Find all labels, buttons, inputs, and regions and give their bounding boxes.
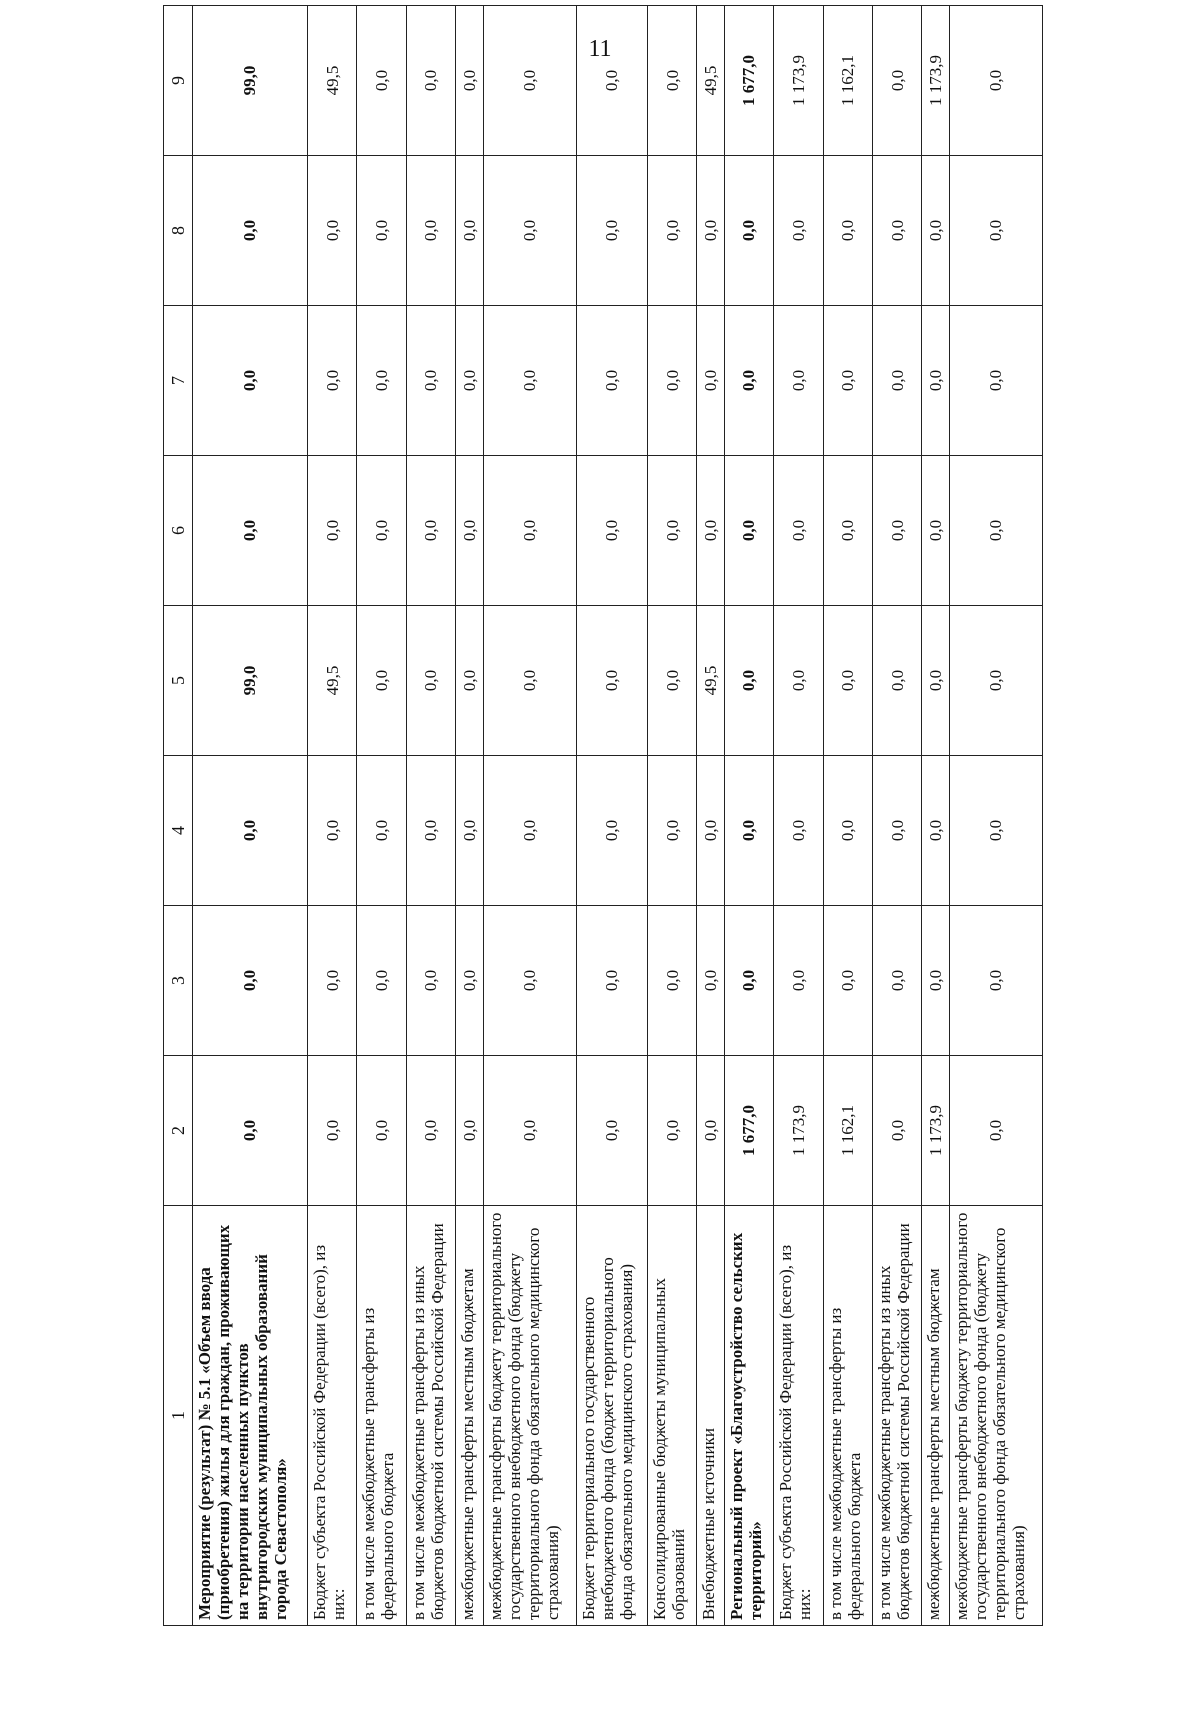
row-value: 0,0: [307, 156, 356, 306]
row-value: 0,0: [774, 456, 823, 606]
row-label: Мероприятие (результат) № 5.1 «Объем ввода (приобретения) жилья для граждан, проживающих на территории населенных пунктов внутригородских муниципальных образований города Севастополя»: [193, 1206, 308, 1626]
row-value: 0,0: [949, 156, 1042, 306]
column-header: 1: [164, 1206, 193, 1626]
row-value: 0,0: [949, 606, 1042, 756]
row-value: 0,0: [483, 1056, 576, 1206]
row-value: 0,0: [823, 906, 872, 1056]
row-value: 0,0: [922, 906, 950, 1056]
row-value: 0,0: [307, 306, 356, 456]
row-value: 0,0: [697, 756, 725, 906]
row-value: 0,0: [724, 756, 773, 906]
row-value: 0,0: [774, 906, 823, 1056]
row-value: 0,0: [357, 606, 406, 756]
row-value: 1 173,9: [774, 1056, 823, 1206]
column-header: 6: [164, 456, 193, 606]
row-value: 0,0: [872, 456, 921, 606]
row-value: 0,0: [872, 906, 921, 1056]
row-value: 0,0: [406, 756, 455, 906]
row-label: Бюджет субъекта Российской Федерации (всего), из них:: [774, 1206, 823, 1626]
column-header: 5: [164, 606, 193, 756]
row-value: 0,0: [406, 306, 455, 456]
row-value: 0,0: [872, 1056, 921, 1206]
row-label: в том числе межбюджетные трансферты из федерального бюджета: [823, 1206, 872, 1626]
row-value: 0,0: [406, 6, 455, 156]
column-header: 8: [164, 156, 193, 306]
table-row: [724, 6, 773, 1626]
row-value: 0,0: [576, 456, 647, 606]
row-value: 0,0: [724, 606, 773, 756]
row-value: 0,0: [949, 756, 1042, 906]
row-value: 0,0: [647, 756, 696, 906]
rotated-table-container: [163, 6, 1043, 1626]
row-value: 0,0: [357, 156, 406, 306]
row-value: 0,0: [697, 156, 725, 306]
table-row: [307, 6, 356, 1626]
row-value: 0,0: [357, 756, 406, 906]
table-row: [774, 6, 823, 1626]
row-value: 0,0: [456, 6, 484, 156]
row-value: 0,0: [872, 756, 921, 906]
row-value: 0,0: [193, 756, 308, 906]
row-value: 0,0: [576, 6, 647, 156]
row-value: 0,0: [193, 906, 308, 1056]
row-value: 0,0: [456, 606, 484, 756]
row-value: 0,0: [949, 906, 1042, 1056]
row-value: 0,0: [647, 306, 696, 456]
row-value: 99,0: [193, 6, 308, 156]
row-value: 0,0: [406, 456, 455, 606]
row-label: в том числе межбюджетные трансферты из иных бюджетов бюджетной системы Российской Федерации: [406, 1206, 455, 1626]
row-value: 1 162,1: [823, 6, 872, 156]
row-value: 0,0: [823, 456, 872, 606]
row-value: 0,0: [483, 906, 576, 1056]
row-value: 0,0: [647, 906, 696, 1056]
row-value: 0,0: [456, 306, 484, 456]
row-value: 0,0: [576, 306, 647, 456]
row-value: 0,0: [406, 156, 455, 306]
row-value: 0,0: [774, 606, 823, 756]
row-value: 0,0: [576, 156, 647, 306]
column-header: 9: [164, 6, 193, 156]
table-row: [949, 6, 1042, 1626]
row-value: 1 162,1: [823, 1056, 872, 1206]
row-value: 0,0: [949, 1056, 1042, 1206]
row-value: 0,0: [647, 606, 696, 756]
row-value: 0,0: [647, 1056, 696, 1206]
row-value: 1 677,0: [724, 1056, 773, 1206]
row-value: 0,0: [307, 1056, 356, 1206]
row-value: 1 173,9: [922, 1056, 950, 1206]
row-value: 0,0: [647, 156, 696, 306]
row-value: 0,0: [823, 606, 872, 756]
row-value: 1 677,0: [724, 6, 773, 156]
row-value: 0,0: [456, 756, 484, 906]
row-value: 49,5: [307, 6, 356, 156]
table-body: [193, 6, 1043, 1626]
row-value: 0,0: [357, 456, 406, 606]
row-value: 99,0: [193, 606, 308, 756]
row-value: 0,0: [193, 456, 308, 606]
table-row: [823, 6, 872, 1626]
row-value: 49,5: [697, 6, 725, 156]
column-header: 7: [164, 306, 193, 456]
row-value: 0,0: [724, 456, 773, 606]
row-value: 0,0: [483, 606, 576, 756]
row-value: 0,0: [406, 606, 455, 756]
row-value: 0,0: [456, 456, 484, 606]
row-value: 0,0: [647, 456, 696, 606]
row-value: 0,0: [193, 1056, 308, 1206]
row-label: межбюджетные трансферты бюджету территориального государственного внебюджетного фонда (бюджету территориального фонда обязательного медицинского страхования): [949, 1206, 1042, 1626]
row-value: 0,0: [872, 606, 921, 756]
row-value: 0,0: [922, 606, 950, 756]
table-row: [357, 6, 406, 1626]
table-row: [576, 6, 647, 1626]
row-label: в том числе межбюджетные трансферты из иных бюджетов бюджетной системы Российской Федерации: [872, 1206, 921, 1626]
row-value: 0,0: [647, 6, 696, 156]
row-value: 0,0: [922, 756, 950, 906]
row-value: 0,0: [456, 1056, 484, 1206]
column-header: 4: [164, 756, 193, 906]
row-label: в том числе межбюджетные трансферты из федерального бюджета: [357, 1206, 406, 1626]
row-value: 0,0: [456, 156, 484, 306]
row-value: 0,0: [697, 906, 725, 1056]
row-label: Консолидированные бюджеты муниципальных образований: [647, 1206, 696, 1626]
row-value: 0,0: [357, 1056, 406, 1206]
row-value: 0,0: [823, 306, 872, 456]
row-value: 0,0: [307, 756, 356, 906]
column-header: 2: [164, 1056, 193, 1206]
table-row: [456, 6, 484, 1626]
header-row: [164, 6, 193, 1626]
row-value: 49,5: [697, 606, 725, 756]
row-label: Бюджет субъекта Российской Федерации (всего), из них:: [307, 1206, 356, 1626]
row-value: 0,0: [483, 6, 576, 156]
row-value: 0,0: [949, 6, 1042, 156]
row-value: 0,0: [949, 306, 1042, 456]
row-value: 0,0: [576, 906, 647, 1056]
row-value: 0,0: [922, 306, 950, 456]
row-value: 0,0: [357, 6, 406, 156]
row-value: 0,0: [774, 156, 823, 306]
row-value: 1 173,9: [774, 6, 823, 156]
page-number: 11: [588, 36, 612, 62]
row-value: 0,0: [576, 1056, 647, 1206]
table-row: [872, 6, 921, 1626]
row-value: 0,0: [872, 156, 921, 306]
row-label: межбюджетные трансферты местным бюджетам: [922, 1206, 950, 1626]
row-value: 0,0: [406, 906, 455, 1056]
row-value: 0,0: [357, 306, 406, 456]
row-value: 0,0: [697, 456, 725, 606]
row-value: 0,0: [697, 1056, 725, 1206]
row-value: 0,0: [872, 6, 921, 156]
row-value: 0,0: [193, 306, 308, 456]
row-label: межбюджетные трансферты бюджету территориального государственного внебюджетного фонда (бюджету территориального фонда обязательного медицинского страхования): [483, 1206, 576, 1626]
row-value: 0,0: [724, 156, 773, 306]
row-value: 0,0: [406, 1056, 455, 1206]
row-value: 0,0: [922, 156, 950, 306]
row-value: 0,0: [823, 156, 872, 306]
row-value: 0,0: [576, 756, 647, 906]
row-value: 0,0: [697, 306, 725, 456]
row-label: межбюджетные трансферты местным бюджетам: [456, 1206, 484, 1626]
table-row: [406, 6, 455, 1626]
table-row: [647, 6, 696, 1626]
row-value: 0,0: [307, 456, 356, 606]
table-row: [193, 6, 308, 1626]
row-value: 0,0: [774, 756, 823, 906]
table-row: [922, 6, 950, 1626]
row-value: 0,0: [872, 306, 921, 456]
row-value: 0,0: [949, 456, 1042, 606]
row-value: 0,0: [774, 306, 823, 456]
row-value: 49,5: [307, 606, 356, 756]
row-value: 0,0: [357, 906, 406, 1056]
column-header: 3: [164, 906, 193, 1056]
table-row: [483, 6, 576, 1626]
row-value: 0,0: [483, 456, 576, 606]
row-label: Региональный проект «Благоустройство сельских территорий»: [724, 1206, 773, 1626]
row-value: 1 173,9: [922, 6, 950, 156]
row-label: Бюджет территориального государственного внебюджетного фонда (бюджет территориального фонда обязательного медицинского страхования): [576, 1206, 647, 1626]
row-value: 0,0: [823, 756, 872, 906]
row-value: 0,0: [724, 906, 773, 1056]
row-value: 0,0: [307, 906, 356, 1056]
row-value: 0,0: [483, 756, 576, 906]
row-value: 0,0: [483, 306, 576, 456]
row-value: 0,0: [483, 156, 576, 306]
budget-table: [163, 5, 1043, 1626]
row-value: 0,0: [922, 456, 950, 606]
row-value: 0,0: [456, 906, 484, 1056]
table-row: [697, 6, 725, 1626]
row-value: 0,0: [576, 606, 647, 756]
row-value: 0,0: [193, 156, 308, 306]
row-label: Внебюджетные источники: [697, 1206, 725, 1626]
row-value: 0,0: [724, 306, 773, 456]
